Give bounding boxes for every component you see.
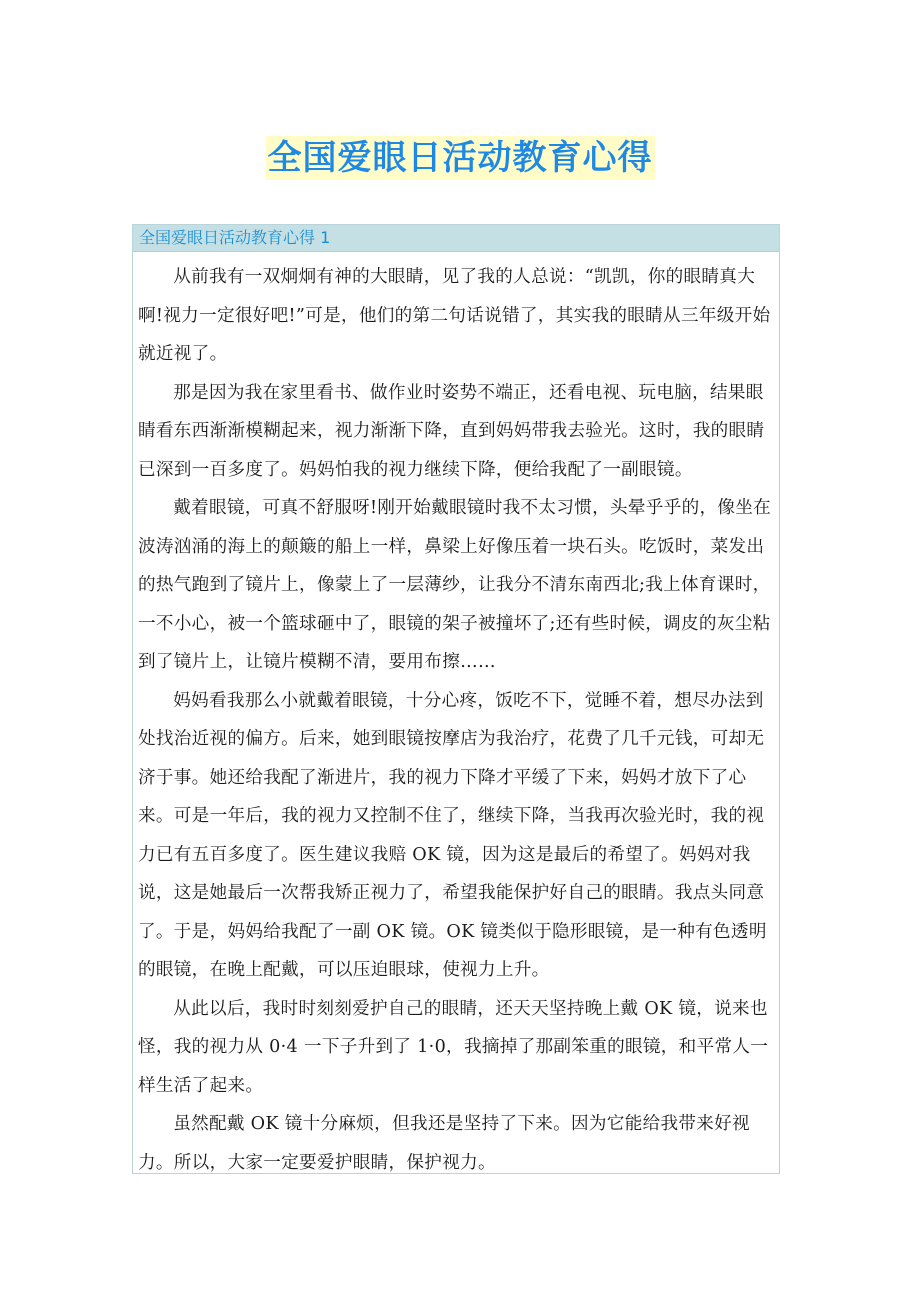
paragraph: 那是因为我在家里看书、做作业时姿势不端正，还看电视、玩电脑，结果眼睛看东西渐渐模糊起来，视力渐渐下降，直到妈妈带我去验光。这时，我的眼睛已深到一百多度了。妈妈怕我的视力继续下降，便给我配了一副眼镜。 <box>138 382 765 480</box>
page-title: 全国爱眼日活动教育心得 <box>267 138 653 178</box>
paragraph: 虽然配戴 OK 镜十分麻烦，但我还是坚持了下来。因为它能给我带来好视力。所以，大家一定要爱护眼睛，保护视力。 <box>138 1114 750 1173</box>
paragraph: 从此以后，我时时刻刻爱护自己的眼睛，还天天坚持晚上戴 OK 镜，说来也怪，我的视力从 0·4 一下子升到了 1·0，我摘掉了那副笨重的眼镜，和平常人一样生活了起来。 <box>138 998 769 1096</box>
essay-body <box>133 252 779 1182</box>
title-wrap <box>0 136 920 180</box>
essay-box <box>132 224 780 1174</box>
paragraph: 戴着眼镜，可真不舒服呀!刚开始戴眼镜时我不太习惯，头晕乎乎的，像坐在波涛汹涌的海上的颠簸的船上一样，鼻梁上好像压着一块石头。吃饭时，菜发出的热气跑到了镜片上，像蒙上了一层薄纱，让我分不清东南西北;我上体育课时，一不小心，被一个篮球砸中了，眼镜的架子被撞坏了;还有些时候，调皮的灰尘粘到了镜片上，让镜片模糊不清，要用布擦…… <box>138 498 772 672</box>
section-heading: 全国爱眼日活动教育心得 1 <box>133 225 779 252</box>
paragraph: 妈妈看我那么小就戴着眼镜，十分心疼，饭吃不下，觉睡不着，想尽办法到处找治近视的偏方。后来，她到眼镜按摩店为我治疗，花费了几千元钱，可却无济于事。她还给我配了渐进片，我的视力下降才平缓了下来，妈妈才放下了心来。可是一年后，我的视力又控制不住了，继续下降，当我再次验光时，我的视力已有五百多度了。医生建议我赔 OK 镜，因为这是最后的希望了。妈妈对我说，这是她最后一次帮我矫正视力了，希望我能保护好自己的眼睛。我点头同意了。于是，妈妈给我配了一副 OK 镜。OK 镜类似于隐形眼镜，是一种有色透明的眼镜，在晚上配戴，可以压迫眼球，使视力上升。 <box>138 690 767 980</box>
paragraph: 从前我有一双炯炯有神的大眼睛，见了我的人总说：“凯凯，你的眼睛真大啊!视力一定很好吧!”可是，他们的第二句话说错了，其实我的眼睛从三年级开始就近视了。 <box>138 267 771 364</box>
